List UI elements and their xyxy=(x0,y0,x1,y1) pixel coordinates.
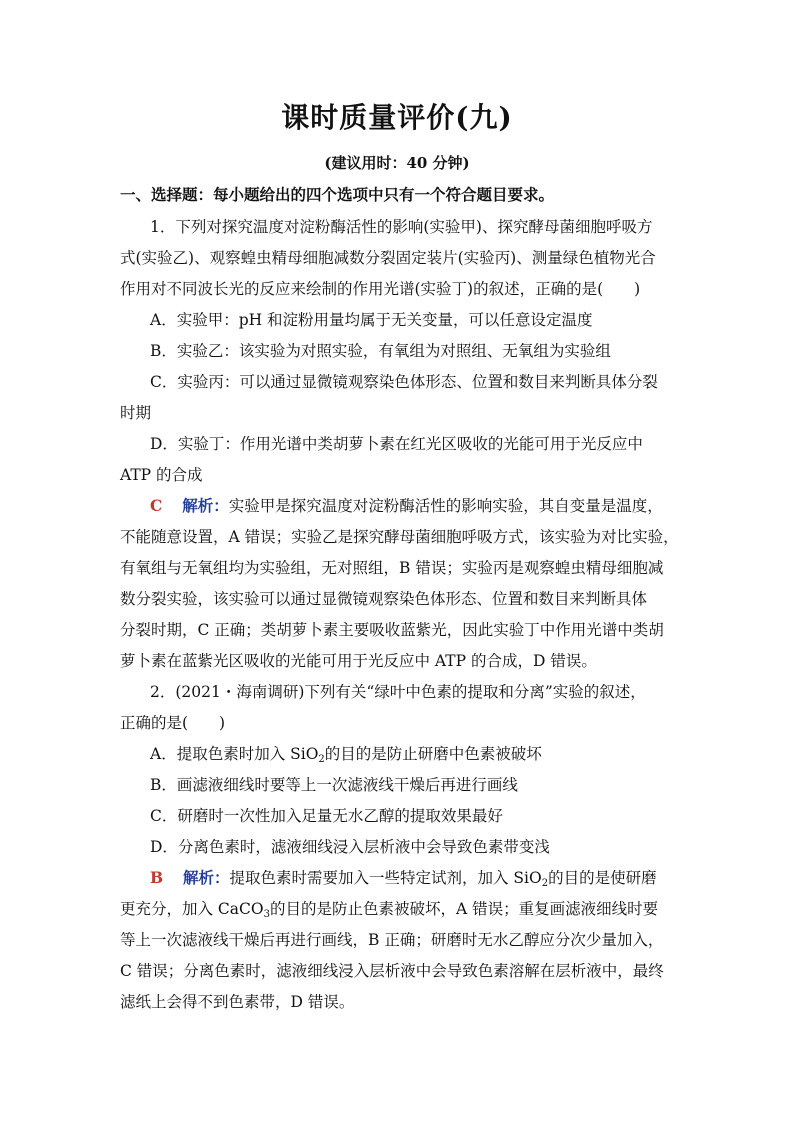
q2-analysis-line-3: 等上一次滤液线干燥后再进行画线，B 正确；研磨时无水乙醇应分次少量加入， xyxy=(120,931,664,949)
q1-answer: C xyxy=(150,496,163,515)
q1-option-d-cont: ATP 的合成 xyxy=(120,466,203,484)
q2-stem-line-2: 正确的是( ) xyxy=(120,714,226,732)
q1-option-c-cont: 时期 xyxy=(120,404,152,422)
q2-option-c: C．研磨时一次性加入足量无水乙醇的提取效果最好 xyxy=(150,807,503,825)
q2-option-d: D．分离色素时，滤液细线浸入层析液中会导致色素带变浅 xyxy=(150,838,550,856)
q2-option-a-text: A．提取色素时加入 SiO xyxy=(150,745,319,763)
q2-analysis-label: 解析： xyxy=(182,868,230,887)
q2-analysis-line-5: 滤纸上会得不到色素带，D 错误。 xyxy=(120,993,355,1011)
section-heading: 一、选择题：每小题给出的四个选项中只有一个符合题目要求。 xyxy=(120,185,555,204)
q1-analysis-text: 实验甲是探究温度对淀粉酶活性的影响实验，其自变量是温度， xyxy=(228,497,663,515)
q1-analysis-label: 解析： xyxy=(182,496,229,515)
q1-stem-line-1: 1．下列对探究温度对淀粉酶活性的影响(实验甲)、探究酵母菌细胞呼吸方 xyxy=(150,218,653,236)
q1-analysis-line-3: 有氧组与无氧组均为实验组，无对照组，B 错误；实验丙是观察蝗虫精母细胞减 xyxy=(120,559,664,577)
q2-analysis-text: 提取色素时需要加入一些特定试剂，加入 SiO xyxy=(229,869,542,887)
q2-option-a-subscript: 2 xyxy=(318,754,325,765)
q2-analysis-line-2 xyxy=(120,898,658,920)
q1-option-c: C．实验丙：可以通过显微镜观察染色体形态、位置和数目来判断具体分裂 xyxy=(150,373,658,391)
q1-option-d: D．实验丁：作用光谱中类胡萝卜素在红光区吸收的光能可用于光反应中 xyxy=(150,435,643,453)
q1-analysis-line-2: 不能随意设置，A 错误；实验乙是探究酵母菌细胞呼吸方式，该实验为对比实验， xyxy=(120,528,679,546)
q1-analysis-line-4: 数分裂实验，该实验可以通过显微镜观察染色体形态、位置和数目来判断具体 xyxy=(120,590,648,608)
q1-stem-line-3: 作用对不同波长光的反应来绘制的作用光谱(实验丁)的叙述，正确的是( ) xyxy=(120,280,641,298)
q2-analysis-line-4: C 错误；分离色素时，滤液细线浸入层析液中会导致色素溶解在层析液中，最终 xyxy=(120,962,664,980)
time-suggestion: (建议用时：40 分钟) xyxy=(324,154,470,172)
q2-answer: B xyxy=(150,868,164,887)
q1-stem-line-2: 式(实验乙)、观察蝗虫精母细胞减数分裂固定装片(实验丙)、测量绿色植物光合 xyxy=(120,249,656,267)
q2-analysis-line-2-text: 更充分，加入 CaCO xyxy=(120,900,264,918)
q2-analysis-line-2-rest: 的目的是防止色素被破坏，A 错误；重复画滤液细线时要 xyxy=(269,900,659,918)
q2-analysis-line-1 xyxy=(150,867,657,889)
page-title: 课时质量评价(九) xyxy=(281,101,513,134)
q1-analysis-line-1 xyxy=(150,495,663,517)
q1-option-a: A．实验甲：pH 和淀粉用量均属于无关变量，可以任意设定温度 xyxy=(150,311,593,329)
q2-option-a xyxy=(150,743,542,765)
q1-option-b: B．实验乙：该实验为对照实验，有氧组为对照组、无氧组为实验组 xyxy=(150,342,611,360)
q1-analysis-line-5: 分裂时期，C 正确；类胡萝卜素主要吸收蓝紫光，因此实验丁中作用光谱中类胡 xyxy=(120,621,664,639)
q2-option-a-text-rest: 的目的是防止研磨中色素被破坏 xyxy=(324,745,542,763)
q1-analysis-line-6: 萝卜素在蓝紫光区吸收的光能可用于光反应中 ATP 的合成，D 错误。 xyxy=(120,652,597,670)
q2-analysis-line-2-subscript: 3 xyxy=(263,909,270,920)
q2-analysis-text-rest: 的目的是使研磨 xyxy=(548,869,657,887)
q2-option-b: B．画滤液细线时要等上一次滤液线干燥后再进行画线 xyxy=(150,776,518,794)
q2-stem-line-1: 2．(2021・海南调研)下列有关“绿叶中色素的提取和分离”实验的叙述， xyxy=(150,683,646,701)
q2-analysis-subscript: 2 xyxy=(541,878,549,889)
